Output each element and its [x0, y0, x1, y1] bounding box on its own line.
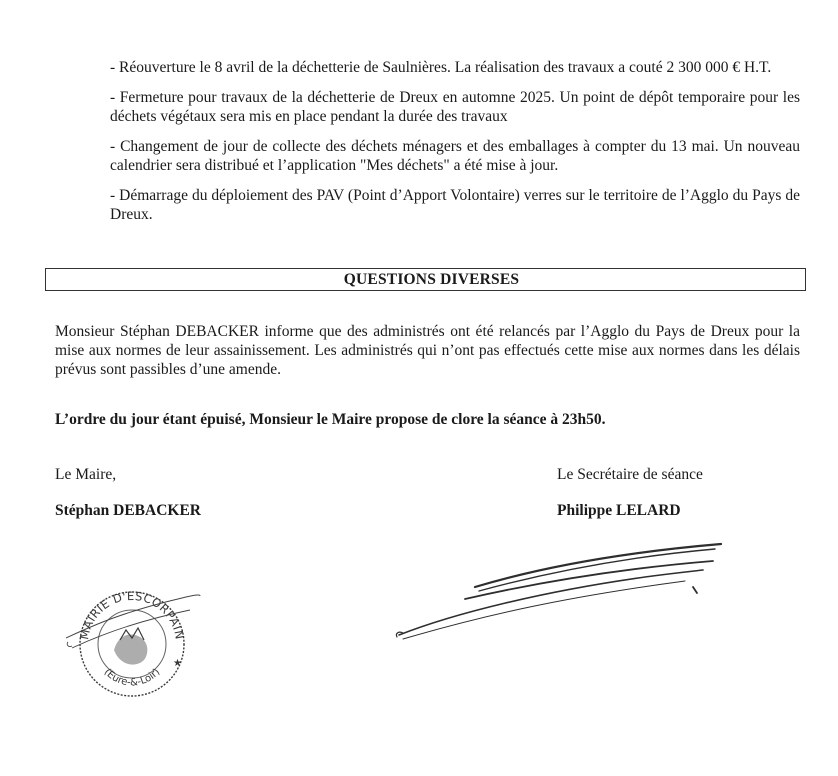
- section-title: QUESTIONS DIVERSES: [343, 270, 520, 288]
- stamp-bottom-text: (Eure-&-Loir): [101, 666, 163, 689]
- secretary-signature-icon: [395, 535, 735, 645]
- section-header-box: [45, 268, 806, 291]
- secretary-label: Le Secrétaire de séance: [557, 466, 703, 483]
- bullet-list: [110, 58, 800, 235]
- bullet-item: - Démarrage du déploiement des PAV (Point d’Apport Volontaire) verres sur le territoire de l’Agglo du Pays de Dreux.: [110, 187, 800, 223]
- body-paragraph: Monsieur Stéphan DEBACKER informe que des administrés ont été relancés par l’Agglo du Pays de Dreux pour la mise aux normes de leur assainissement. Les administrés qui n’ont pas effectués cette mise aux normes dans les délais prévus sont passibles d’une amende.: [55, 323, 800, 378]
- secretary-name: Philippe LELARD: [557, 502, 681, 519]
- town-hall-stamp-icon: [62, 578, 202, 708]
- bullet-item: - Changement de jour de collecte des déchets ménagers et des emballages à compter du 13 mai. Un nouveau calendrier sera distribué et l’application "Mes déchets" a été mise à jour.: [110, 138, 800, 174]
- bullet-item: - Réouverture le 8 avril de la déchetterie de Saulnières. La réalisation des travaux a couté 2 300 000 € H.T.: [110, 59, 772, 76]
- stamp-top-text: MAIRIE D'ESCORPAIN: [77, 588, 187, 641]
- mayor-label: Le Maire,: [55, 466, 117, 483]
- bullet-item: - Fermeture pour travaux de la déchetterie de Dreux en automne 2025. Un point de dépôt temporaire pour les déchets végétaux sera mis en place pendant la durée des travaux: [110, 89, 800, 125]
- svg-text:(Eure-&-Loir): [102, 667, 163, 689]
- closing-statement: L’ordre du jour étant épuisé, Monsieur le Maire propose de clore la séance à 23h50.: [55, 411, 606, 428]
- mayor-name: Stéphan DEBACKER: [55, 502, 201, 519]
- svg-text:★: ★: [173, 658, 182, 669]
